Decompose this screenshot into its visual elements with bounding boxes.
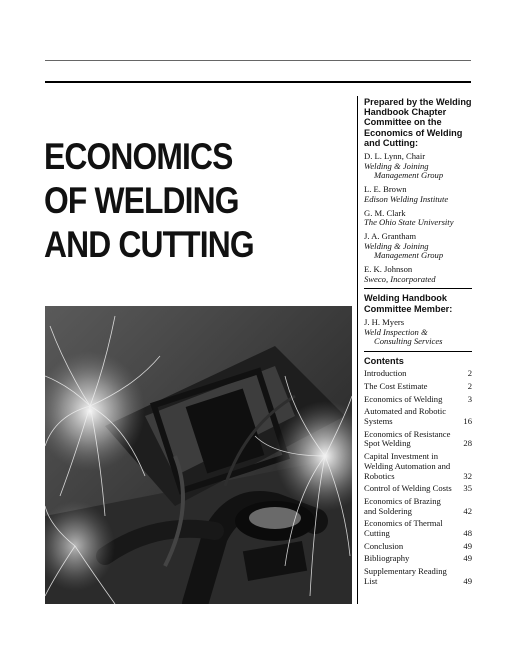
member-name: D. L. Lynn, Chair: [364, 151, 426, 162]
toc-label: Capital Investment in Welding Automation and Robotics: [364, 451, 451, 481]
toc-page: 28: [463, 438, 472, 449]
toc-page: 42: [463, 505, 472, 516]
section-divider: [364, 288, 472, 289]
member-name: J. A. Grantham: [364, 230, 417, 241]
member-name: G. M. Clark: [364, 207, 406, 218]
member-affiliation: Welding & Joining: [364, 160, 429, 171]
toc-label: Supplementary Reading List: [364, 566, 447, 586]
member-affiliation: Sweco, Incorporated: [364, 273, 436, 284]
section-divider: [364, 351, 472, 352]
member-name: L. E. Brown: [364, 184, 407, 195]
toc-page: 3: [467, 393, 472, 404]
toc-item[interactable]: [364, 430, 472, 449]
member-affiliation: Weld Inspection &: [364, 326, 428, 337]
toc-item[interactable]: [364, 519, 472, 538]
toc-page: 35: [463, 483, 472, 494]
chapter-sidebar: [364, 97, 472, 590]
toc-page: 2: [467, 368, 472, 379]
toc-label: Control of Welding Costs: [364, 483, 452, 494]
contents-heading: Contents: [364, 355, 404, 366]
toc-page: 49: [463, 575, 472, 586]
welding-robot-photo: [45, 306, 352, 604]
member-affiliation-cont: Management Group: [374, 170, 444, 181]
member-affiliation-cont: Consulting Services: [374, 336, 443, 347]
toc-item[interactable]: [364, 452, 472, 481]
committee-member: [364, 232, 472, 261]
committee-member: [364, 265, 472, 284]
header-rule: [45, 81, 471, 83]
toc-label: Economics of Resistance Spot Welding: [364, 428, 451, 449]
sidebar-divider: [357, 96, 358, 604]
member-name: J. H. Myers: [364, 316, 405, 327]
member-name: E. K. Johnson: [364, 264, 413, 275]
toc-label: Economics of Welding: [364, 393, 443, 404]
toc-page: 32: [463, 470, 472, 481]
committee-member: [364, 152, 472, 181]
toc-page: 16: [463, 415, 472, 426]
member-affiliation: The Ohio State University: [364, 217, 454, 228]
chapter-title-line-2: OF WELDING: [44, 180, 239, 221]
toc-item[interactable]: [364, 395, 472, 405]
toc-page: 2: [467, 380, 472, 391]
toc-item[interactable]: [364, 382, 472, 392]
toc-item[interactable]: [364, 497, 472, 516]
toc-page: 48: [463, 528, 472, 539]
table-of-contents: [364, 369, 472, 586]
toc-item[interactable]: [364, 554, 472, 564]
toc-label: Introduction: [364, 368, 407, 379]
member-affiliation: Welding & Joining: [364, 240, 429, 251]
toc-item[interactable]: [364, 542, 472, 552]
toc-page: 49: [463, 540, 472, 551]
toc-label: The Cost Estimate: [364, 380, 428, 391]
toc-label: Automated and Robotic Systems: [364, 406, 447, 426]
chapter-title-line-1: ECONOMICS: [44, 136, 233, 177]
chapter-title-line-3: AND CUTTING: [44, 224, 254, 265]
handbook-committee-member: [364, 318, 472, 347]
handbook-committee-heading: Welding Handbook Committee Member:: [364, 293, 453, 314]
toc-label: Conclusion: [364, 540, 404, 551]
toc-label: Bibliography: [364, 553, 410, 564]
member-affiliation: Edison Welding Institute: [364, 193, 449, 204]
toc-item[interactable]: [364, 484, 472, 494]
toc-label: Economics of Brazing and Soldering: [364, 495, 441, 516]
toc-item[interactable]: [364, 369, 472, 379]
member-affiliation-cont: Management Group: [374, 250, 444, 261]
committee-heading: Prepared by the Welding Handbook Chapter Committee on the Economics of Welding and Cutting:: [364, 97, 472, 148]
chapter-title: [44, 135, 302, 267]
toc-label: Economics of Thermal Cutting: [364, 518, 443, 539]
top-rule: [45, 60, 471, 61]
committee-member: [364, 209, 472, 228]
committee-member: [364, 185, 472, 204]
toc-item[interactable]: [364, 407, 472, 426]
toc-item[interactable]: [364, 567, 472, 586]
toc-page: 49: [463, 553, 472, 564]
